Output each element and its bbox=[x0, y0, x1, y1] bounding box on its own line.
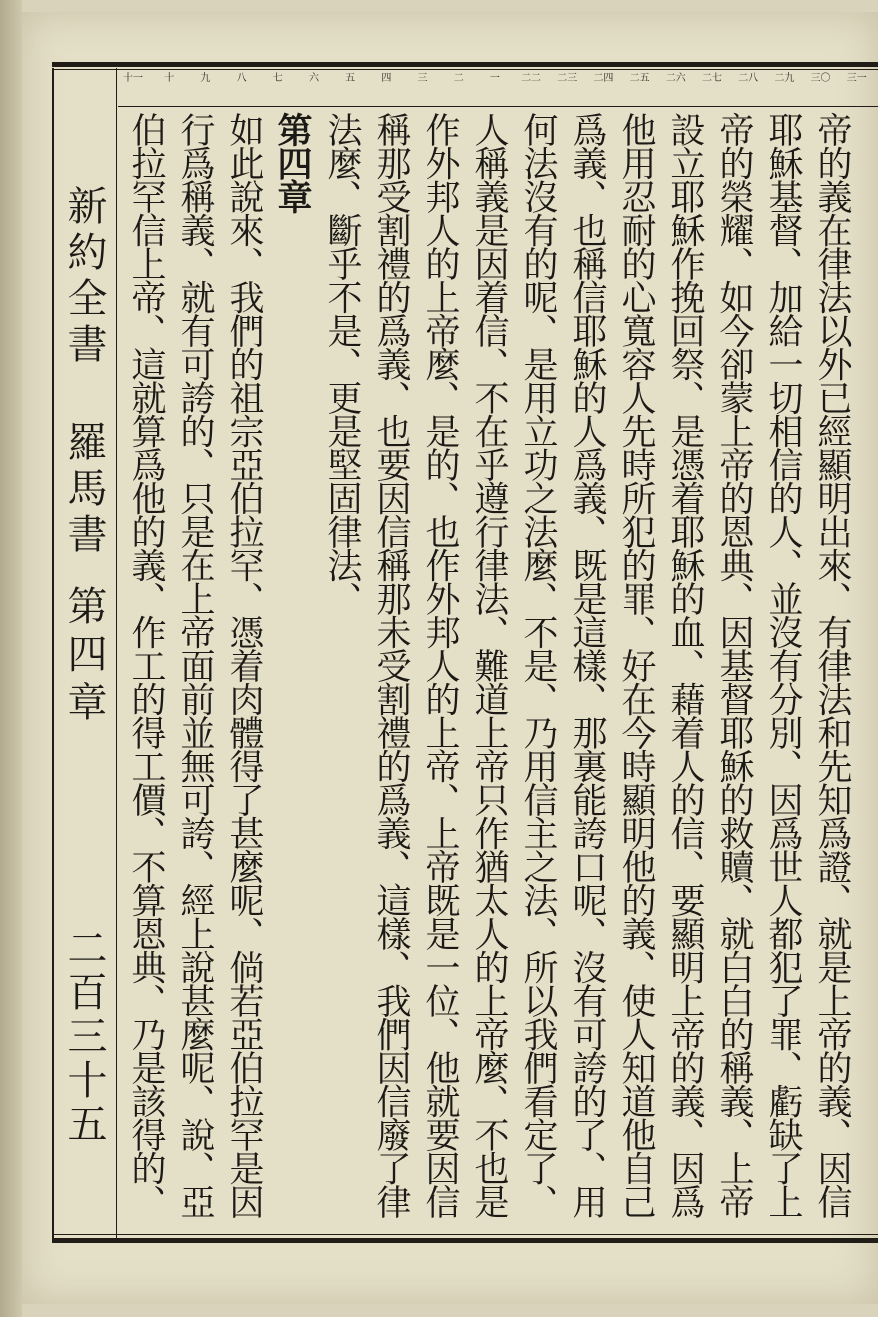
book-spine bbox=[0, 0, 22, 1317]
verse-marker: 八 bbox=[236, 73, 247, 84]
verse-marker: 二三 bbox=[557, 73, 578, 84]
header-divider-rule bbox=[116, 68, 117, 1242]
page-number: 二百三十五 bbox=[61, 927, 107, 1147]
verse-marker: 二五 bbox=[629, 73, 650, 84]
running-header bbox=[54, 112, 114, 1242]
chapter-label: 第四章 bbox=[61, 585, 107, 729]
verse-marker: 二九 bbox=[774, 73, 795, 84]
verse-marker: 三〇 bbox=[810, 73, 831, 84]
verse-marker: 二四 bbox=[593, 73, 614, 84]
verse-marker: 四 bbox=[381, 73, 392, 84]
verse-marker: 九 bbox=[200, 73, 211, 84]
verse-marker: 二六 bbox=[665, 73, 686, 84]
scripture-paragraph: 帝的義在律法以外已經顯明出來、有律法和先知爲證、就是上帝的義、因信耶穌基督、加給一切相信的人、並沒有分別、因爲世人都犯了罪、虧缺了上帝的榮耀、如今卻蒙上帝的恩典、因基督耶穌的救贖、就白白的稱義、上帝設立耶穌作挽回祭、是憑着耶穌的血、藉着人的信、要顯明上帝的義、因爲他用忍耐的心寬容人先時所犯的罪、好在今時顯明他的義、使人知道他自己爲義、也稱信耶穌的人爲義、既是這樣、那裏能誇口呢、沒有可誇的了、用何法沒有的呢、是用立功之法麼、不是、乃用信主之法、所以我們看定了、人稱義是因着信、不在乎遵行律法、難道上帝只作猶太人的上帝麼、不也是作外邦人的上帝麼、是的、也作外邦人的上帝、上帝既是一位、他就要因信稱那受割禮的爲義、也要因信稱那未受割禮的爲義、這樣、我們因信廢了律法麼、斷乎不是、更是堅固律法、 bbox=[322, 112, 852, 1218]
verse-marker: 五 bbox=[345, 73, 356, 84]
verse-marker: 十一 bbox=[123, 73, 143, 84]
verse-marker: 一 bbox=[489, 73, 500, 84]
verse-number-strip bbox=[118, 74, 878, 104]
book-title: 新約全書 羅馬書 bbox=[61, 185, 107, 559]
verse-strip-rule bbox=[118, 106, 878, 107]
chapter-heading: 第四章 bbox=[272, 112, 313, 213]
verse-marker: 七 bbox=[272, 73, 283, 84]
verse-marker: 二二 bbox=[521, 73, 542, 84]
verse-marker: 二七 bbox=[702, 73, 722, 84]
verse-marker: 三一 bbox=[846, 73, 867, 84]
verse-marker: 二八 bbox=[738, 73, 759, 84]
verse-marker: 三 bbox=[417, 73, 428, 84]
verse-marker: 二 bbox=[453, 73, 464, 84]
scripture-body bbox=[120, 112, 856, 1242]
top-border-thin-rule bbox=[52, 69, 878, 70]
verse-marker: 十 bbox=[164, 73, 175, 84]
top-border-rule bbox=[52, 62, 878, 67]
scripture-paragraph: 如此說來、我們的祖宗亞伯拉罕、憑着肉體得了甚麼呢、倘若亞伯拉罕是因行爲稱義、就有可誇的、只是在上帝面前並無可誇、經上說甚麼呢、說、亞伯拉罕信上帝、這就算爲他的義、作工的得工價、不算恩典、乃是該得的、 bbox=[126, 112, 264, 1218]
verse-marker: 六 bbox=[308, 73, 319, 84]
